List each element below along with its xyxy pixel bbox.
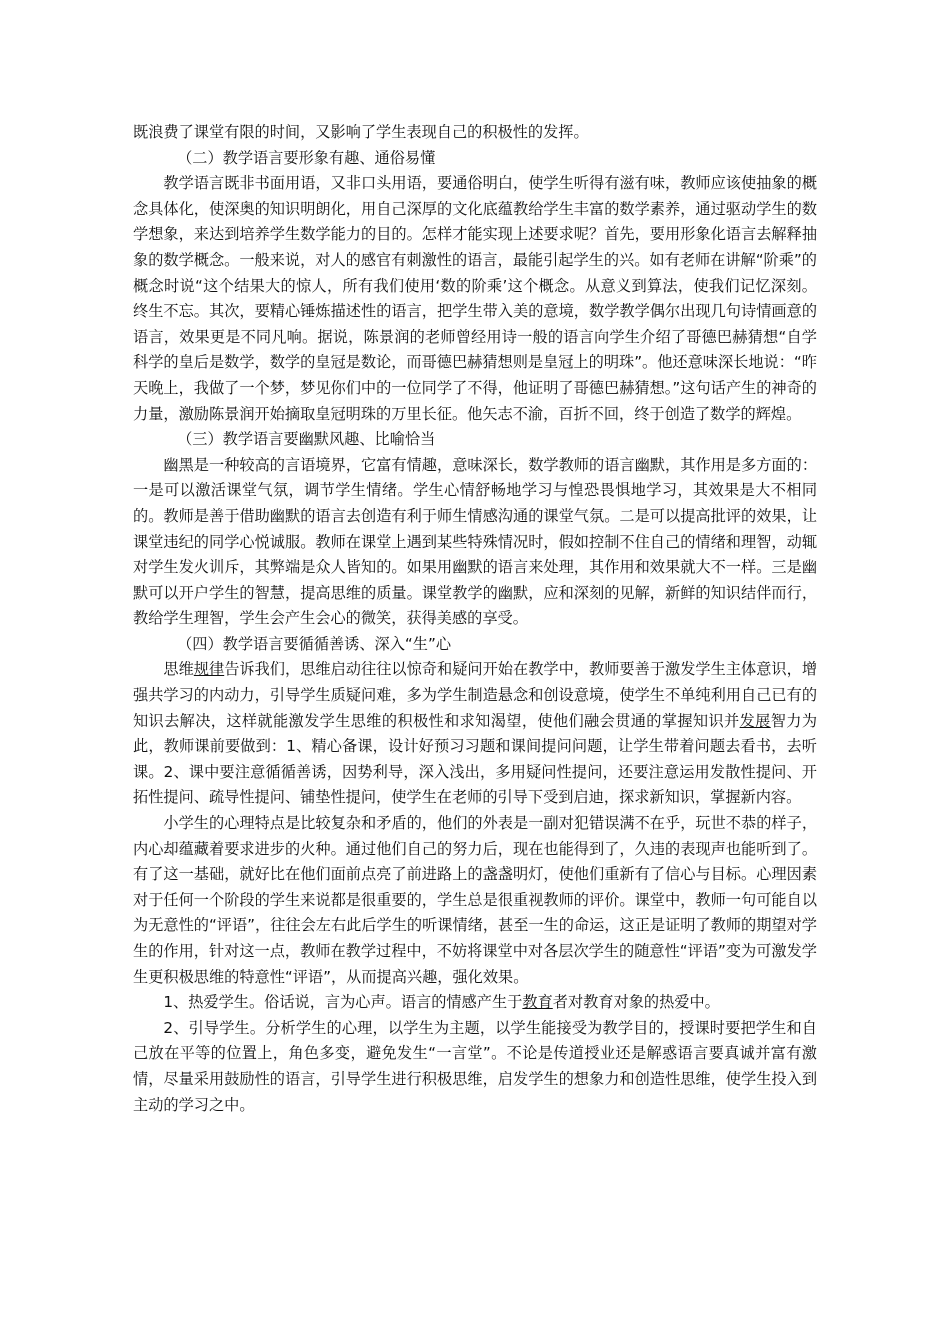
paragraph: 小学生的心理特点是比较复杂和矛盾的，他们的外表是一副对犯错误满不在乎，玩世不恭的样子，内心却蕴藏着要求进步的火种。通过他们自己的努力后，现在也能得到了，久违的表现声也能听到了。有了这一基础，就好比在他们面前点亮了前进路上的盏盏明灯，使他们重新有了信心与目标。心理因素对于任何一个阶段的学生来说都是很重要的，学生总是很重视教师的评价。课堂中，教师一句可能自以为无意性的“评语”，往往会左右此后学生的听课情绪，甚至一生的命运，这正是证明了教师的期望对学生的作用，针对这一点，教师在教学过程中，不妨将课堂中对各层次学生的随意性“评语”变为可激发学生更积极思维的特意性“评语”，从而提高兴趣，强化效果。 <box>133 814 817 986</box>
paragraph <box>133 990 817 1016</box>
document-body <box>133 120 817 1118</box>
link-guilv[interactable]: 规律 <box>193 660 225 679</box>
link-jiaoyu[interactable]: 教育 <box>522 993 553 1012</box>
paragraph-text: 1、热爱学生。俗话说，言为心声。语言的情感产生于 <box>163 993 523 1012</box>
paragraph <box>133 657 817 811</box>
paragraph-text: 思维 <box>163 660 194 679</box>
link-fazhan[interactable]: 发展 <box>739 711 771 730</box>
section-heading-4: （四）教学语言要循循善诱、深入“生”心 <box>177 634 452 653</box>
paragraph: 幽黑是一种较高的言语境界，它富有情趣，意味深长，数学教师的语言幽默，其作用是多方面的：一是可以激活课堂气氛，调节学生情绪。学生心情舒畅地学习与惶恐畏惧地学习，其效果是大不相同的。教师是善于借助幽默的语言去创造有利于师生情感沟通的课堂气氛。二是可以提高批评的效果，让课堂违纪的同学心悦诚服。教师在课堂上遇到某些特殊情况时，假如控制不住自己的情绪和理智，动辄对学生发火训斥，其弊端是众人皆知的。如果用幽默的语言来处理，其作用和效果就大不一样。三是幽默可以开户学生的智慧，提高思维的质量。课堂教学的幽默，应和深刻的见解，新鲜的知识结伴而行，教给学生理智，学生会产生会心的微笑，获得美感的享受。 <box>133 455 817 628</box>
paragraph-text: 告诉我们，思维启动往往以惊奇和疑问开始在教学中，教师要善于激发学生主体意识，增强共学习的内动力，引导学生质疑问难，多为学生制造悬念和创设意境，使学生不单纯利用自己已有的知识去解决，这样就能激发学生思维的积极性和求知渴望，使他们融会贯通的掌握知识并 <box>133 660 818 730</box>
paragraph-text: 智力为此，教师课前要做到：1、精心备课，设计好预习习题和课间提问问题，让学生带着问题去看书，去听课。2、课中要注意循循善诱，因势利导，深入浅出，多用疑问性提问，还要注意运用发散性提问、开拓性提问、疏导性提问、铺垫性提问，使学生在老师的引导下受到启迪，探求新知识，掌握新内容。 <box>133 711 818 807</box>
section-heading-2: （二）教学语言要形象有趣、通俗易懂 <box>177 148 436 167</box>
paragraph: 2、引导学生。分析学生的心理，以学生为主题，以学生能接受为教学目的，授课时要把学生和自己放在平等的位置上，角色多变，避免发生“一言堂”。不论是传道授业还是解惑语言要真诚并富有激情，尽量采用鼓励性的语言，引导学生进行积极思维，启发学生的想象力和创造性思维，使学生投入到主动的学习之中。 <box>133 1018 817 1114</box>
paragraph: 教学语言既非书面用语，又非口头用语，要通俗明白，使学生听得有滋有味，教师应该使抽象的概念具体化，使深奥的知识明朗化，用自己深厚的文化底蕴教给学生丰富的数学素养，通过驱动学生的数学想象，来达到培养学生数学能力的目的。怎样才能实现上述要求呢？首先，要用形象化语言去解释抽象的数学概念。一般来说，对人的感官有刺激性的语言，最能引起学生的兴。如有老师在讲解“阶乘”的概念时说“这个结果大的惊人，所有我们使用‘数的阶乘’这个概念。从意义到算法，使我们记忆深刻。终生不忘。其次，要精心锤炼描述性的语言，把学生带入美的意境，数学教学偶尔出现几句诗情画意的语言，效果更是不同凡响。据说，陈景润的老师曾经用诗一般的语言向学生介绍了哥德巴赫猜想“自学科学的皇后是数学，数学的皇冠是数论，而哥德巴赫猜想则是皇冠上的明珠”。他还意味深长地说：“昨天晚上，我做了一个梦，梦见你们中的一位同学了不得，他证明了哥德巴赫猜想。”这句话产生的神奇的力量，激励陈景润开始摘取皇冠明珠的万里长征。他矢志不渝，百折不回，终于创造了数学的辉煌。 <box>133 174 817 423</box>
section-heading-3: （三）教学语言要幽默风趣、比喻恰当 <box>177 430 436 449</box>
paragraph: 既浪费了课堂有限的时间，又影响了学生表现自己的积极性的发挥。 <box>133 123 589 141</box>
paragraph-text: 者对教育对象的热爱中。 <box>552 993 720 1012</box>
